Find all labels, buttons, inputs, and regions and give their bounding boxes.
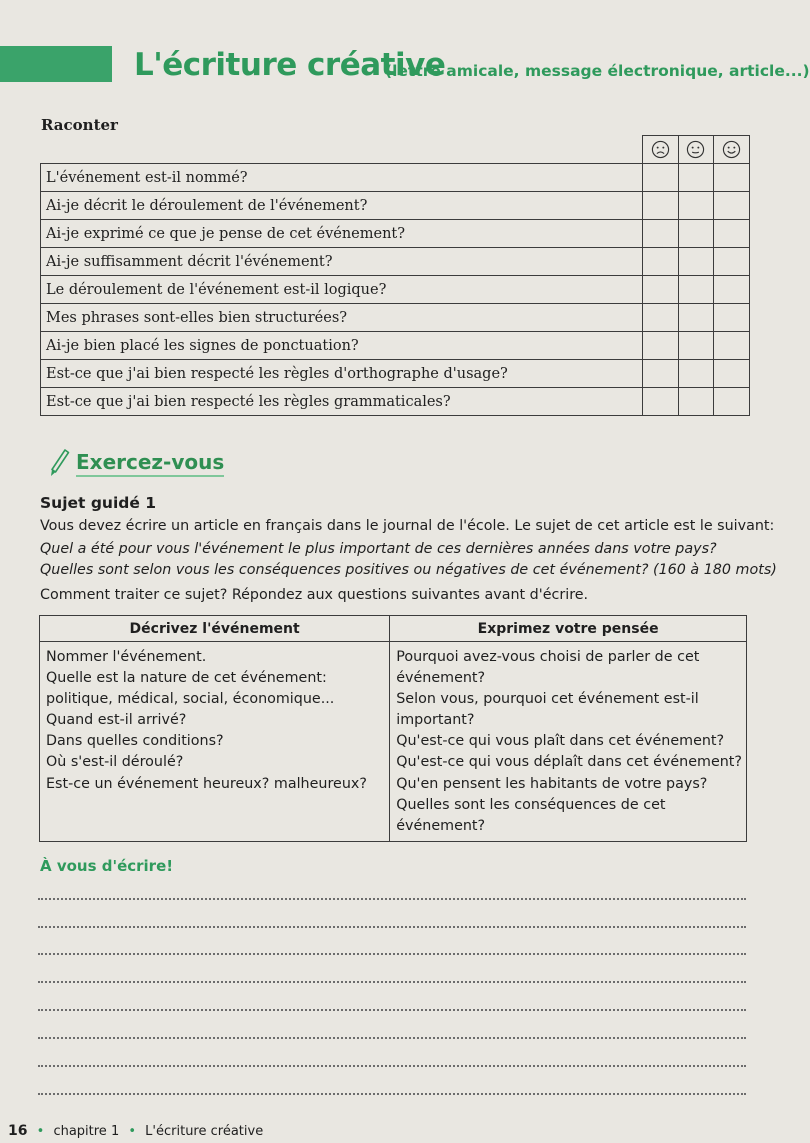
checklist-row xyxy=(41,360,750,388)
page-footer xyxy=(8,1123,263,1139)
subject-question-2: Quelles sont selon vous les conséquences positives ou négatives de cet événement? (160 à 180 mots) xyxy=(40,562,777,578)
describe-line: politique, médical, social, économique... xyxy=(46,691,335,708)
checklist-question: Ai-je exprimé ce que je pense de cet événement? xyxy=(41,220,643,248)
express-line: Quelles sont les conséquences de cet xyxy=(396,796,666,813)
subject-question-1: Quel a été pour vous l'événement le plus important de ces dernières années dans votre pays? xyxy=(40,541,717,557)
checkbox-sad[interactable] xyxy=(642,360,678,388)
subject-title: Sujet guidé 1 xyxy=(40,494,157,512)
checkbox-neutral[interactable] xyxy=(678,220,714,248)
checkbox-happy[interactable] xyxy=(714,164,750,192)
col-header-describe: Décrivez l'événement xyxy=(40,616,390,642)
checklist-question: Est-ce que j'ai bien respecté les règles d'orthographe d'usage? xyxy=(41,360,643,388)
self-assessment-table xyxy=(40,135,750,416)
checklist-row xyxy=(41,220,750,248)
describe-line: Où s'est-il déroulé? xyxy=(46,754,184,771)
bullet-icon: • xyxy=(36,1124,45,1139)
checklist-row xyxy=(41,248,750,276)
checklist-row xyxy=(41,332,750,360)
checkbox-happy[interactable] xyxy=(714,388,750,416)
checkbox-neutral[interactable] xyxy=(678,276,714,304)
page-title: L'écriture créative xyxy=(134,47,446,83)
checkbox-sad[interactable] xyxy=(642,164,678,192)
checkbox-happy[interactable] xyxy=(714,332,750,360)
checkbox-happy[interactable] xyxy=(714,276,750,304)
checklist-row xyxy=(41,164,750,192)
writing-line[interactable] xyxy=(38,953,746,955)
checklist-row xyxy=(41,192,750,220)
express-column xyxy=(390,642,747,842)
checklist-question: Ai-je suffisamment décrit l'événement? xyxy=(41,248,643,276)
checkbox-happy[interactable] xyxy=(714,248,750,276)
express-line: Qu'est-ce qui vous plaît dans cet événement? xyxy=(396,733,725,750)
describe-column xyxy=(40,642,390,842)
pencil-icon xyxy=(48,448,70,478)
guide-table-header xyxy=(40,616,747,642)
header-accent-bar xyxy=(0,46,112,82)
checkbox-neutral[interactable] xyxy=(678,192,714,220)
sad-face-icon xyxy=(642,136,678,164)
writing-line[interactable] xyxy=(38,1065,746,1067)
neutral-face-icon xyxy=(678,136,714,164)
checkbox-happy[interactable] xyxy=(714,192,750,220)
checklist-row xyxy=(41,276,750,304)
subject-instruction: Comment traiter ce sujet? Répondez aux questions suivantes avant d'écrire. xyxy=(40,587,589,603)
checkbox-neutral[interactable] xyxy=(678,388,714,416)
checklist-question: Le déroulement de l'événement est-il logique? xyxy=(41,276,643,304)
checkbox-neutral[interactable] xyxy=(678,332,714,360)
col-header-express: Exprimez votre pensée xyxy=(390,616,747,642)
page-subtitle: (lettre amicale, message électronique, article...) xyxy=(385,62,810,80)
exercise-title: Exercez-vous xyxy=(76,450,224,477)
checkbox-neutral[interactable] xyxy=(678,304,714,332)
express-line: important? xyxy=(396,712,475,729)
writing-line[interactable] xyxy=(38,926,746,928)
checklist-header-row xyxy=(41,136,750,164)
checklist-heading: Raconter xyxy=(41,116,118,134)
express-line: Selon vous, pourquoi cet événement est-il xyxy=(396,691,699,708)
happy-face-icon xyxy=(714,136,750,164)
writing-heading: À vous d'écrire! xyxy=(40,857,174,875)
writing-line[interactable] xyxy=(38,1093,746,1095)
express-line: Qu'est-ce qui vous déplaît dans cet événement? xyxy=(396,754,742,771)
checklist-question: Mes phrases sont-elles bien structurées? xyxy=(41,304,643,332)
chapter-label: chapitre 1 xyxy=(53,1124,120,1139)
checkbox-neutral[interactable] xyxy=(678,248,714,276)
describe-line: Nommer l'événement. xyxy=(46,649,207,665)
express-line: Pourquoi avez-vous choisi de parler de cet xyxy=(396,649,700,665)
checklist-question: Ai-je bien placé les signes de ponctuation? xyxy=(41,332,643,360)
writing-line[interactable] xyxy=(38,1037,746,1039)
subject-intro: Vous devez écrire un article en français dans le journal de l'école. Le sujet de cet article est le suivant: xyxy=(40,518,775,534)
checkbox-sad[interactable] xyxy=(642,388,678,416)
describe-line: Quand est-il arrivé? xyxy=(46,712,187,729)
checklist-question: L'événement est-il nommé? xyxy=(41,164,643,192)
checklist-question: Est-ce que j'ai bien respecté les règles grammaticales? xyxy=(41,388,643,416)
exercise-heading xyxy=(48,448,224,478)
checkbox-neutral[interactable] xyxy=(678,360,714,388)
express-line: événement? xyxy=(396,670,486,687)
describe-line: Dans quelles conditions? xyxy=(46,733,224,750)
guide-table-body xyxy=(40,642,747,842)
checkbox-happy[interactable] xyxy=(714,304,750,332)
checkbox-sad[interactable] xyxy=(642,248,678,276)
checkbox-sad[interactable] xyxy=(642,192,678,220)
express-line: événement? xyxy=(396,817,486,834)
checkbox-sad[interactable] xyxy=(642,332,678,360)
bullet-icon: • xyxy=(128,1124,137,1139)
writing-line[interactable] xyxy=(38,1009,746,1011)
checkbox-neutral[interactable] xyxy=(678,164,714,192)
chapter-title: L'écriture créative xyxy=(145,1124,264,1139)
checkbox-sad[interactable] xyxy=(642,220,678,248)
checklist-row xyxy=(41,304,750,332)
checkbox-happy[interactable] xyxy=(714,360,750,388)
describe-line: Quelle est la nature de cet événement: xyxy=(46,670,327,687)
checkbox-sad[interactable] xyxy=(642,304,678,332)
checklist-question: Ai-je décrit le déroulement de l'événement? xyxy=(41,192,643,220)
writing-line[interactable] xyxy=(38,898,746,900)
describe-line: Est-ce un événement heureux? malheureux? xyxy=(46,775,367,792)
page-number: 16 xyxy=(8,1123,28,1139)
express-line: Qu'en pensent les habitants de votre pays? xyxy=(396,775,708,792)
checkbox-happy[interactable] xyxy=(714,220,750,248)
writing-line[interactable] xyxy=(38,981,746,983)
checklist-row xyxy=(41,388,750,416)
guide-table xyxy=(39,615,747,842)
checkbox-sad[interactable] xyxy=(642,276,678,304)
